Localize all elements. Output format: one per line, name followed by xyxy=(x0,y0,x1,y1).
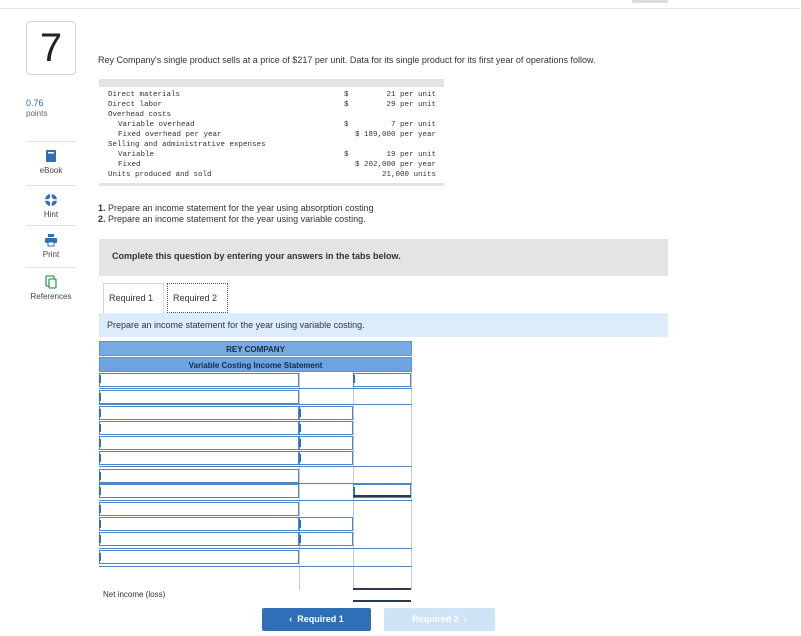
product-data-table xyxy=(99,79,444,186)
row-currency: $ xyxy=(344,151,349,159)
sidebar-item-references[interactable] xyxy=(26,267,76,309)
net-income-label: Net income (loss) xyxy=(103,590,166,599)
input-marker xyxy=(299,409,301,417)
input-marker xyxy=(99,375,101,383)
statement-label-input[interactable] xyxy=(99,421,299,435)
row-label: Variable xyxy=(118,151,155,159)
prev-required-button[interactable] xyxy=(262,608,371,631)
input-marker xyxy=(353,375,355,383)
requirement-number: 1. xyxy=(98,203,106,213)
net-income-top-rule xyxy=(353,588,411,590)
income-statement xyxy=(99,341,412,372)
table-row xyxy=(99,150,444,160)
sidebar-item-ebook[interactable] xyxy=(26,141,76,185)
row-divider xyxy=(99,500,412,501)
row-label: Fixed overhead per year xyxy=(118,131,222,139)
statement-label-input[interactable] xyxy=(99,390,299,404)
row-amount: 7 per unit xyxy=(390,121,436,129)
top-divider xyxy=(0,8,801,9)
requirements-list xyxy=(98,203,374,225)
printer-icon xyxy=(44,233,58,247)
row-divider xyxy=(99,566,412,567)
sidebar-item-print[interactable] xyxy=(26,225,76,267)
requirement-1 xyxy=(98,203,374,214)
input-marker xyxy=(99,393,101,401)
statement-label-input[interactable] xyxy=(99,532,299,546)
input-marker xyxy=(299,520,301,528)
row-label: Fixed xyxy=(118,161,141,169)
statement-amount-input[interactable] xyxy=(299,451,353,465)
tab-required-2[interactable]: Required 2 xyxy=(167,283,228,313)
row-label: Units produced and sold xyxy=(108,171,212,179)
input-marker xyxy=(99,535,101,543)
row-amount: $ 202,000 per year xyxy=(354,161,436,169)
row-currency: $ xyxy=(344,91,349,99)
next-button-label: Required 2 xyxy=(412,614,459,624)
sidebar-item-label: Hint xyxy=(43,210,59,219)
row-amount: 29 per unit xyxy=(386,101,436,109)
statement-label-input[interactable] xyxy=(99,502,299,516)
sidebar-item-label: eBook xyxy=(39,166,63,175)
complete-banner xyxy=(99,239,668,276)
row-label: Overhead costs xyxy=(108,111,172,119)
statement-title: Variable Costing Income Statement xyxy=(99,357,412,372)
statement-label-input[interactable] xyxy=(99,550,299,564)
requirement-number: 2. xyxy=(98,214,106,224)
net-income-bottom-rule xyxy=(353,600,411,602)
requirement-2 xyxy=(98,214,374,225)
next-required-button[interactable] xyxy=(384,608,495,631)
statement-amount-input[interactable] xyxy=(299,517,353,531)
input-marker xyxy=(299,424,301,432)
lifebuoy-icon xyxy=(44,193,58,207)
table-row xyxy=(99,140,444,150)
table-row xyxy=(99,120,444,130)
input-marker xyxy=(299,439,301,447)
requirement-text: Prepare an income statement for the year using variable costing. xyxy=(105,214,366,224)
question-intro: Rey Company's single product sells at a price of $217 per unit. Data for its single product for its first year of operations follow. xyxy=(98,55,596,65)
input-marker xyxy=(99,424,101,432)
row-divider xyxy=(99,388,412,389)
tab-required-1[interactable]: Required 1 xyxy=(103,283,164,313)
row-divider xyxy=(99,466,412,467)
top-handle xyxy=(632,0,668,3)
table-row xyxy=(99,90,444,100)
points-value: 0.76 xyxy=(26,98,44,108)
row-label: Direct materials xyxy=(108,91,181,99)
statement-amount-input[interactable] xyxy=(299,421,353,435)
book-icon xyxy=(44,149,58,163)
input-marker xyxy=(99,472,101,480)
row-label: Direct labor xyxy=(108,101,163,109)
row-amount: 21,000 units xyxy=(381,171,436,179)
statement-amount-input[interactable] xyxy=(299,406,353,420)
input-marker xyxy=(99,553,101,561)
sidebar-item-hint[interactable] xyxy=(26,185,76,225)
table-row xyxy=(99,130,444,140)
statement-amount-input[interactable] xyxy=(299,532,353,546)
input-marker xyxy=(99,487,101,495)
question-number: 7 xyxy=(26,21,76,75)
statement-grid xyxy=(99,372,412,602)
copy-icon xyxy=(44,275,58,289)
chevron-left-icon: ‹ xyxy=(289,614,298,624)
row-currency: $ xyxy=(344,121,349,129)
total-rule xyxy=(353,495,411,497)
statement-label-input[interactable] xyxy=(99,451,299,465)
table-row xyxy=(99,110,444,120)
row-amount: 21 per unit xyxy=(386,91,436,99)
statement-label-input[interactable] xyxy=(99,469,299,483)
row-label: Selling and administrative expenses xyxy=(108,141,266,149)
input-marker xyxy=(353,487,355,495)
row-amount: 19 per unit xyxy=(386,151,436,159)
input-marker xyxy=(299,454,301,462)
instruction-banner xyxy=(99,313,668,337)
requirement-text: Prepare an income statement for the year using absorption costing xyxy=(105,203,374,213)
statement-amount-input[interactable] xyxy=(353,373,411,387)
table-row xyxy=(99,170,444,180)
complete-text: Complete this question by entering your answers in the tabs below. xyxy=(112,251,401,261)
statement-amount-input[interactable] xyxy=(299,436,353,450)
chevron-right-icon: › xyxy=(458,614,467,624)
row-amount: $ 189,000 per year xyxy=(354,131,436,139)
table-row xyxy=(99,100,444,110)
sidebar-item-label: References xyxy=(30,292,72,301)
table-row xyxy=(99,160,444,170)
prev-button-label: Required 1 xyxy=(297,614,344,624)
statement-label-input[interactable] xyxy=(99,436,299,450)
statement-label-input[interactable] xyxy=(99,517,299,531)
statement-company: REY COMPANY xyxy=(99,341,412,356)
sidebar-item-label: Print xyxy=(42,250,60,259)
input-marker xyxy=(99,409,101,417)
instruction-text: Prepare an income statement for the year using variable costing. xyxy=(107,320,365,330)
points-label: points xyxy=(26,109,48,118)
statement-label-input[interactable] xyxy=(99,484,299,498)
input-marker xyxy=(99,454,101,462)
row-divider xyxy=(99,548,412,549)
input-marker xyxy=(99,505,101,513)
statement-label-input[interactable] xyxy=(99,373,299,387)
row-currency: $ xyxy=(344,101,349,109)
input-marker xyxy=(99,520,101,528)
input-marker xyxy=(299,535,301,543)
input-marker xyxy=(99,439,101,447)
row-label: Variable overhead xyxy=(118,121,195,129)
row-divider xyxy=(99,404,412,405)
statement-label-input[interactable] xyxy=(99,406,299,420)
